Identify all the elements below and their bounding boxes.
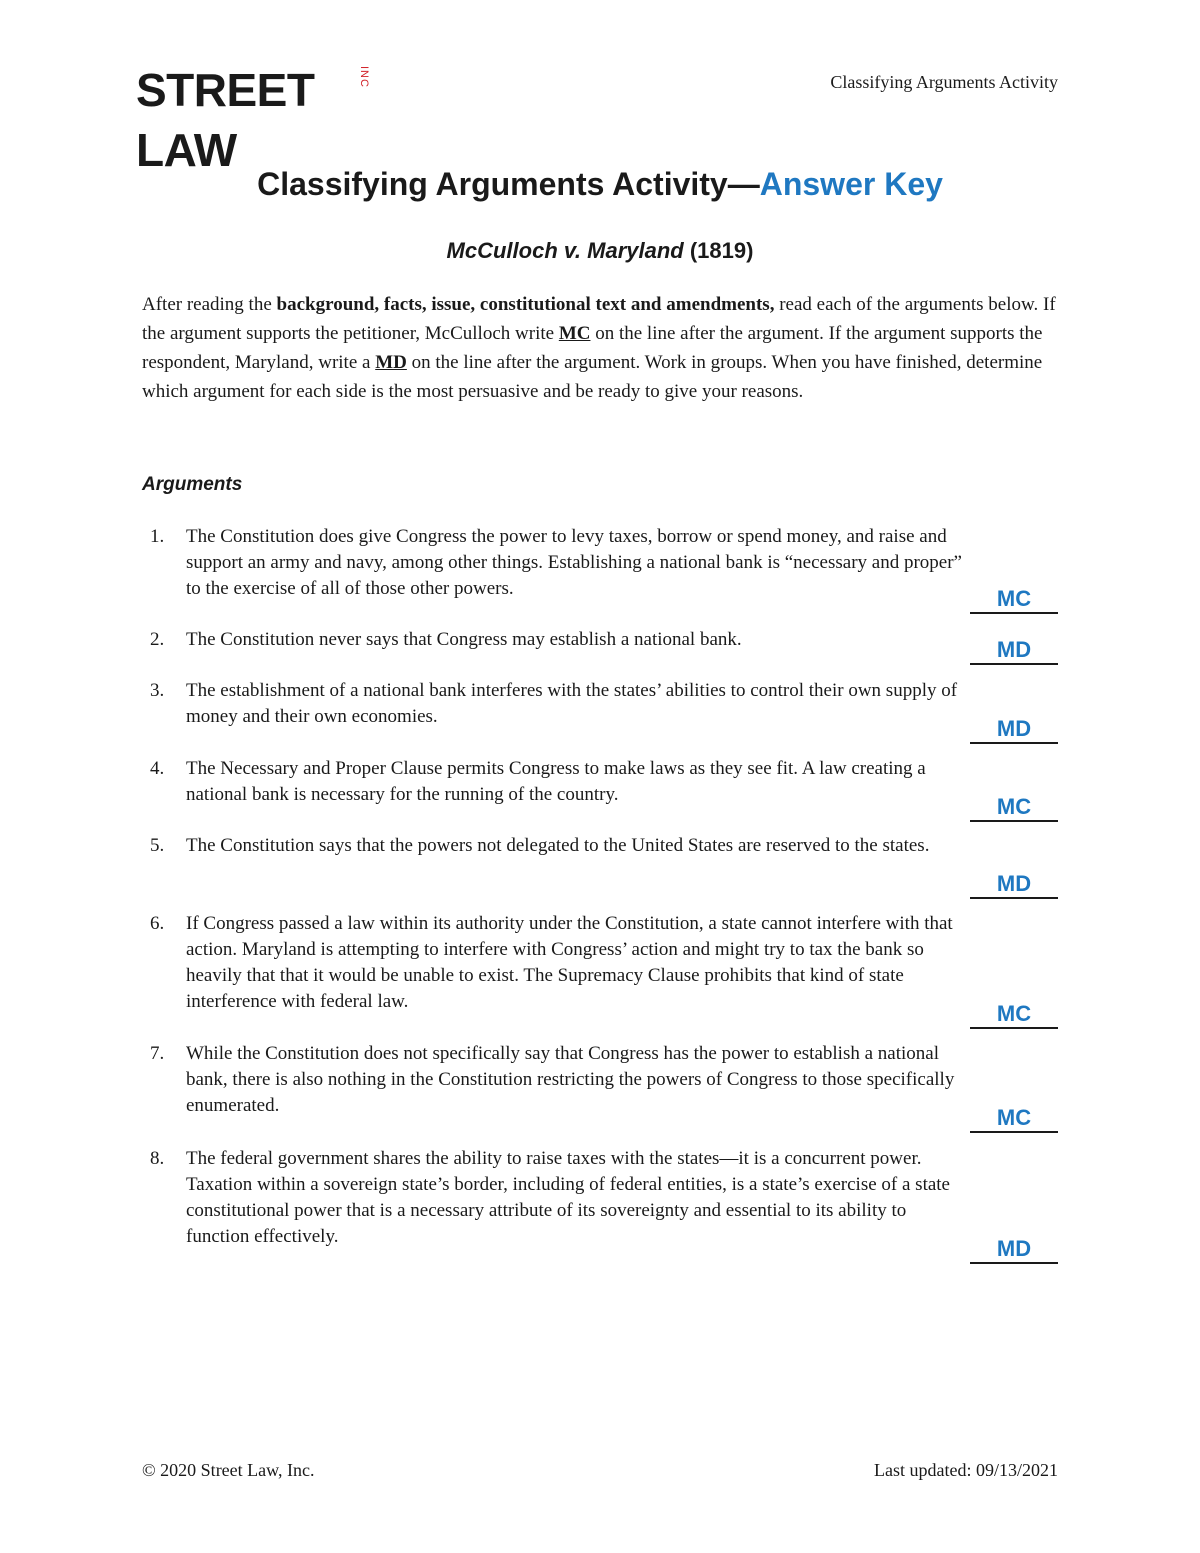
logo-inc: INC — [358, 66, 370, 88]
argument-number: 4. — [150, 758, 165, 779]
argument-item — [142, 1146, 1058, 1264]
argument-text: If Congress passed a law within its authority under the Constitution, a state cannot interfere with that action. Maryland is attempting to interfere with Congress’ action and might try to tax the bank so heavily that that it would be unable to exist. The Supremacy Clause prohibits that kind of state interference with federal law. — [186, 913, 953, 1012]
argument-item — [142, 756, 1058, 822]
argument-text: The federal government shares the ability to raise taxes with the states—it is a concurrent power. Taxation within a sovereign state’s border, including of federal entities, is a state’s exercise of a state constitutional power that is a necessary attribute of its sovereignty and essential to its ability to function effectively. — [186, 1148, 950, 1247]
page-title — [0, 166, 1200, 203]
intro-text-3: on the line after the argument. If the argument supports the respondent, Maryland, write a — [142, 323, 1043, 373]
intro-md: MD — [375, 352, 407, 373]
answer-line: MD — [970, 871, 1058, 899]
answer-line: MC — [970, 794, 1058, 822]
answer-line: MD — [970, 1236, 1058, 1264]
section-heading: Arguments — [142, 474, 243, 495]
title-accent: Answer Key — [759, 166, 943, 202]
argument-text: The Constitution does give Congress the power to levy taxes, borrow or spend money, and raise and support an army and navy, among other things. Establishing a national bank is “necessary and proper” to the exercise of all of those other powers. — [186, 526, 962, 599]
footer-copyright: © 2020 Street Law, Inc. — [142, 1460, 315, 1480]
answer-line: MC — [970, 1001, 1058, 1029]
argument-number: 7. — [150, 1043, 165, 1064]
intro-text-1: After reading the — [142, 294, 277, 315]
intro-text-2: read each of the arguments below. If the argument supports the petitioner, McCulloch write — [142, 294, 1056, 344]
argument-number: 1. — [150, 526, 165, 547]
intro-mc: MC — [558, 323, 591, 344]
title-main: Classifying Arguments Activity— — [257, 166, 760, 202]
answer-line: MC — [970, 1105, 1058, 1133]
argument-item — [142, 678, 1058, 744]
logo-law: LAW — [136, 124, 237, 176]
footer-updated: Last updated: 09/13/2021 — [874, 1460, 1058, 1480]
argument-number: 2. — [150, 629, 165, 650]
argument-number: 3. — [150, 680, 165, 701]
answer-line: MD — [970, 637, 1058, 665]
argument-text: While the Constitution does not specifically say that Congress has the power to establish a national bank, there is also nothing in the Constitution restricting the powers of Congress to those specifically enumerated. — [186, 1043, 955, 1116]
logo-wordmark — [136, 64, 315, 176]
intro-text-4: on the line after the argument. Work in groups. When you have finished, determine which argument for each side is the most persuasive and be ready to give your reasons. — [142, 352, 1043, 402]
argument-item — [142, 627, 1058, 667]
logo-street: STREET — [136, 64, 315, 116]
argument-text: The Constitution never says that Congress may establish a national bank. — [186, 629, 742, 650]
argument-number: 6. — [150, 913, 165, 934]
argument-item — [142, 911, 1058, 1029]
answer-line: MC — [970, 586, 1058, 614]
running-header: Classifying Arguments Activity — [830, 72, 1058, 92]
argument-text: The establishment of a national bank interferes with the states’ abilities to control their own supply of money and their own economies. — [186, 680, 958, 727]
instructions — [142, 290, 1062, 406]
street-law-logo — [136, 62, 386, 176]
argument-number: 8. — [150, 1148, 165, 1169]
argument-text: The Constitution says that the powers not delegated to the United States are reserved to the states. — [186, 835, 930, 856]
answer-line: MD — [970, 716, 1058, 744]
case-year: (1819) — [683, 238, 754, 263]
case-name: McCulloch v. Maryland — [446, 238, 684, 263]
case-subtitle — [0, 238, 1200, 264]
argument-item — [142, 524, 1058, 614]
argument-item — [142, 833, 1058, 899]
argument-item — [142, 1041, 1058, 1133]
argument-text: The Necessary and Proper Clause permits Congress to make laws as they see fit. A law creating a national bank is necessary for the running of the country. — [186, 758, 926, 805]
argument-number: 5. — [150, 835, 165, 856]
intro-bold: background, facts, issue, constitutional text and amendments, — [276, 294, 775, 315]
